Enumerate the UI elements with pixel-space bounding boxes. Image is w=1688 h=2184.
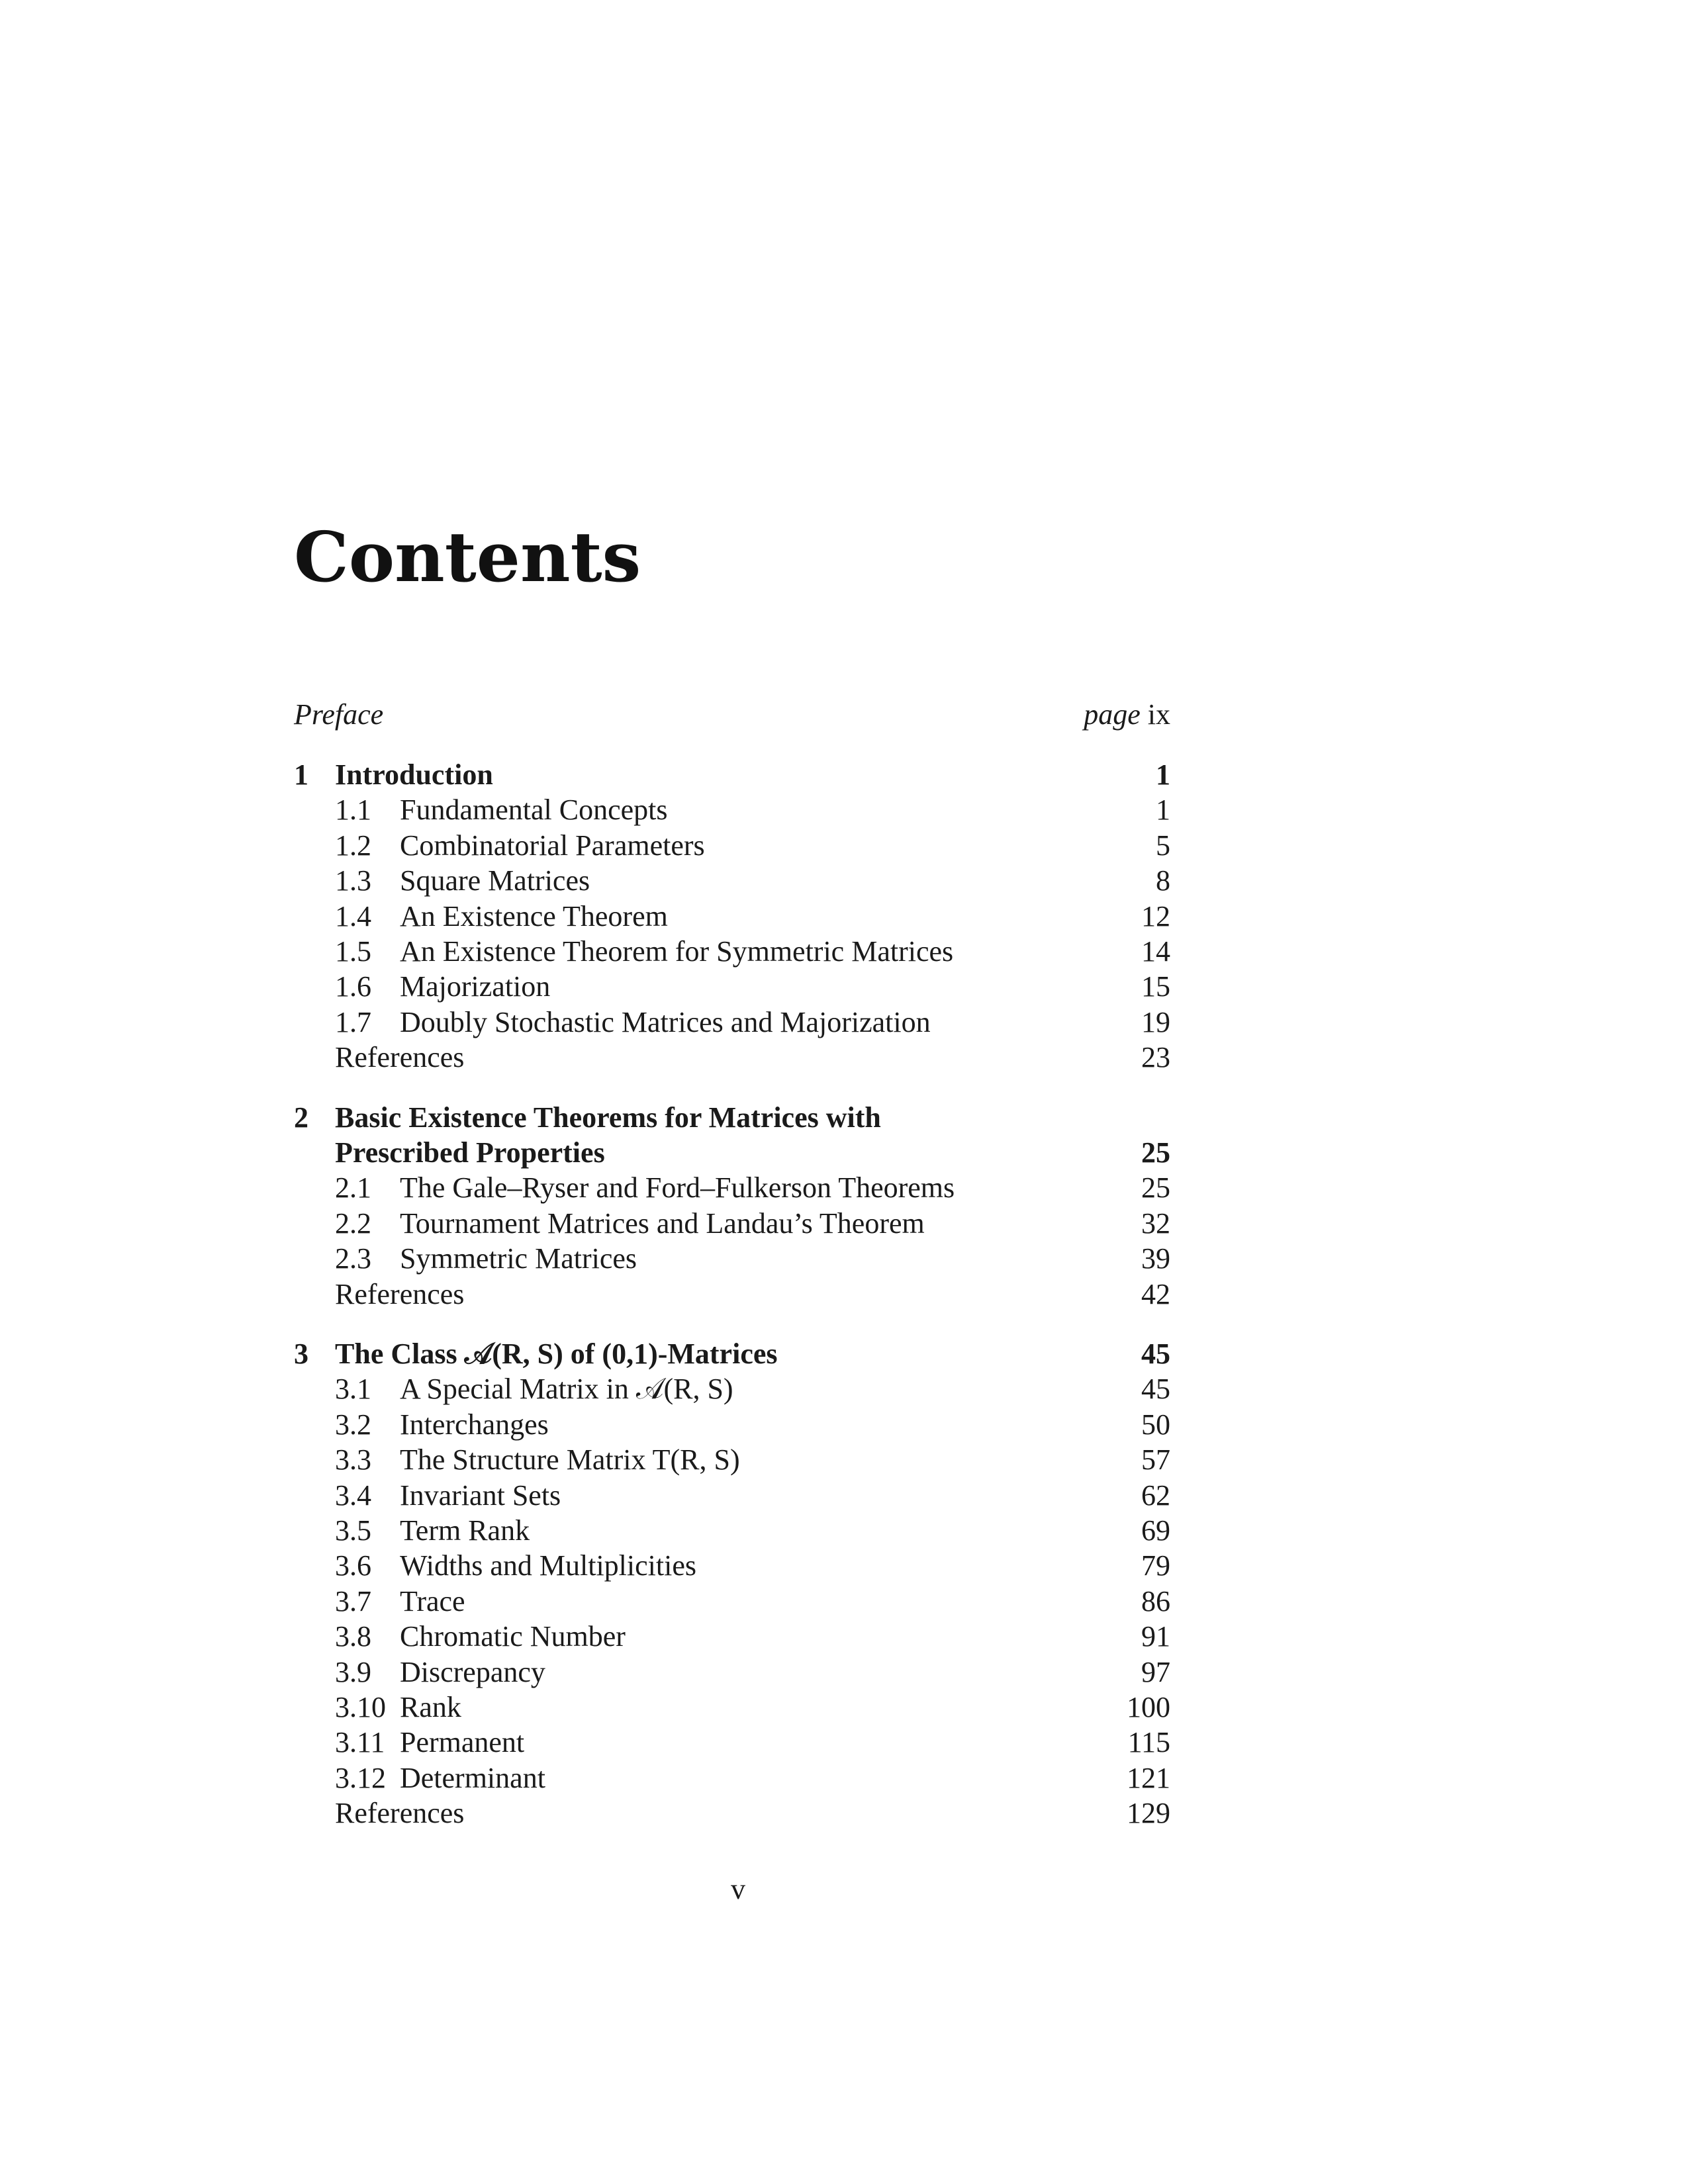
section-page: 12 <box>1141 899 1170 933</box>
section-title: The Gale–Ryser and Ford–Fulkerson Theorems <box>400 1171 955 1205</box>
section-page: 100 <box>1127 1691 1170 1723</box>
chapter-number: 1 <box>294 758 308 791</box>
section-number: 3.12 <box>335 1761 386 1794</box>
section-page: 45 <box>1141 1373 1170 1406</box>
section-page: 50 <box>1141 1408 1170 1441</box>
section-title: Invariant Sets <box>400 1479 561 1512</box>
section-number: 1.3 <box>335 864 371 897</box>
section-number: 3.11 <box>335 1726 385 1759</box>
section-number: 3.6 <box>335 1549 371 1582</box>
chapter-page: 25 <box>1141 1136 1170 1169</box>
section-title: Symmetric Matrices <box>400 1242 637 1275</box>
section-number: 1.5 <box>335 935 371 968</box>
section-title: Doubly Stochastic Matrices and Majorization <box>400 1005 931 1038</box>
section-number: 3.8 <box>335 1620 371 1653</box>
page-prefix: page <box>1084 698 1141 731</box>
section-number: 2.2 <box>335 1206 371 1240</box>
section-number: 3.5 <box>335 1514 371 1547</box>
section-title: Determinant <box>400 1761 545 1794</box>
section-title: Fundamental Concepts <box>400 794 668 827</box>
preface-page <box>1019 698 1170 732</box>
chapter-page: 45 <box>1141 1338 1170 1370</box>
section-page: 32 <box>1141 1206 1170 1240</box>
references-label: References <box>335 1041 465 1074</box>
section-page: 121 <box>1127 1761 1170 1794</box>
section-title: Combinatorial Parameters <box>400 829 705 862</box>
section-page: 5 <box>1156 829 1170 862</box>
section-number: 1.2 <box>335 829 371 862</box>
section-title: Tournament Matrices and Landau’s Theorem <box>400 1206 925 1240</box>
section-number: 3.4 <box>335 1479 371 1512</box>
chapter-title: Introduction <box>335 758 493 791</box>
section-title: Rank <box>400 1691 461 1723</box>
section-number: 3.1 <box>335 1373 371 1406</box>
references-page: 23 <box>1141 1041 1170 1074</box>
section-title: Interchanges <box>400 1408 549 1441</box>
section-page: 1 <box>1156 794 1170 827</box>
preface-page-number: ix <box>1147 698 1170 731</box>
references-page: 129 <box>1127 1797 1170 1830</box>
section-page: 91 <box>1141 1620 1170 1653</box>
page-title: Contents <box>294 516 641 598</box>
section-page: 79 <box>1141 1549 1170 1582</box>
section-number: 3.9 <box>335 1655 371 1688</box>
section-title: Square Matrices <box>400 864 590 897</box>
section-number: 2.1 <box>335 1171 371 1205</box>
section-number: 1.6 <box>335 970 371 1003</box>
section-title: An Existence Theorem <box>400 899 668 933</box>
section-title: Chromatic Number <box>400 1620 626 1653</box>
section-page: 39 <box>1141 1242 1170 1275</box>
section-page: 57 <box>1141 1443 1170 1477</box>
references-label: References <box>335 1277 465 1310</box>
section-title: Term Rank <box>400 1514 530 1547</box>
section-number: 1.4 <box>335 899 371 933</box>
section-title: Majorization <box>400 970 551 1003</box>
section-page: 97 <box>1141 1655 1170 1688</box>
section-title: An Existence Theorem for Symmetric Matrices <box>400 935 954 968</box>
references-page: 42 <box>1141 1277 1170 1310</box>
chapter-title: Prescribed Properties <box>335 1136 605 1169</box>
section-title: Widths and Multiplicities <box>400 1549 696 1582</box>
section-title: Permanent <box>400 1726 525 1759</box>
section-page: 62 <box>1141 1479 1170 1512</box>
section-number: 3.7 <box>335 1584 371 1617</box>
section-page: 69 <box>1141 1514 1170 1547</box>
section-number: 1.1 <box>335 794 371 827</box>
references-label: References <box>335 1797 465 1830</box>
section-title: Trace <box>400 1584 465 1617</box>
chapter-title: The Class 𝒜(R, S) of (0,1)-Matrices <box>335 1338 778 1370</box>
preface-label: Preface <box>294 698 384 731</box>
page-folio: v <box>731 1873 745 1905</box>
section-page: 25 <box>1141 1171 1170 1205</box>
section-title: The Structure Matrix T(R, S) <box>400 1443 740 1477</box>
section-title: A Special Matrix in 𝒜(R, S) <box>400 1373 733 1406</box>
section-page: 14 <box>1141 935 1170 968</box>
section-page: 15 <box>1141 970 1170 1003</box>
section-number: 1.7 <box>335 1005 371 1038</box>
section-title: Discrepancy <box>400 1655 545 1688</box>
section-number: 3.2 <box>335 1408 371 1441</box>
section-number: 3.10 <box>335 1691 386 1723</box>
section-page: 19 <box>1141 1005 1170 1038</box>
section-page: 86 <box>1141 1584 1170 1617</box>
section-page: 115 <box>1127 1726 1170 1759</box>
chapter-page: 1 <box>1156 758 1170 791</box>
chapter-title: Basic Existence Theorems for Matrices with <box>335 1101 881 1134</box>
section-page: 8 <box>1156 864 1170 897</box>
section-number: 3.3 <box>335 1443 371 1477</box>
section-number: 2.3 <box>335 1242 371 1275</box>
chapter-number: 2 <box>294 1101 308 1134</box>
chapter-number: 3 <box>294 1338 308 1370</box>
